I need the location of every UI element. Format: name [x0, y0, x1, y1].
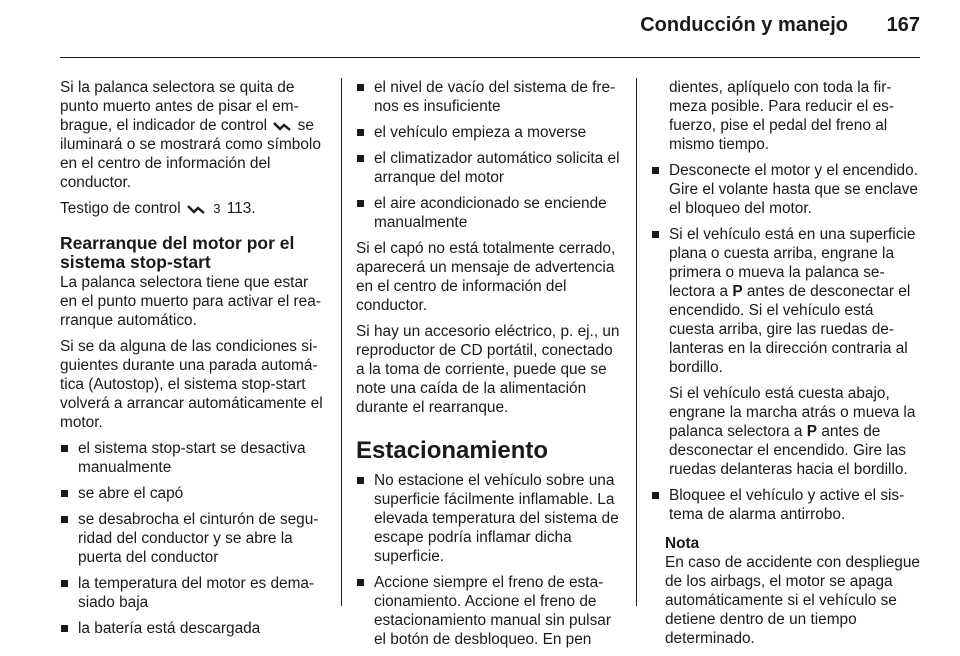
page-number: 167 [886, 14, 920, 36]
list-item: Bloquee el vehículo y active el sistema de alarma antirrobo. [651, 486, 923, 524]
list-item: Desconecte el motor y el encendido. Gire el volante hasta que se enclave el bloqueo del motor. [651, 161, 923, 218]
note-box [651, 534, 923, 648]
list-item: la temperatura del motor es demasiado baja [60, 574, 326, 612]
gear-position-label: P [806, 423, 818, 440]
list-item: el aire acondicionado se enciende manualmente [356, 194, 621, 232]
list-item: el nivel de vacío del sistema de frenos es insuficiente [356, 78, 621, 116]
header-rule [60, 57, 920, 58]
running-title: Conducción y manejo [640, 14, 848, 36]
section-heading: Estacionamiento [356, 437, 549, 464]
bullet-list [651, 161, 923, 377]
note-title: Nota [665, 535, 700, 552]
list-item: No estacione el vehículo sobre una superficie fácilmente inflamable. La elevada temperatura del sistema de escape podría inflamar dicha superficie. [356, 471, 621, 566]
column-1 [60, 78, 326, 645]
list-item: la batería está descargada [60, 619, 326, 638]
paragraph: Si la palanca selectora se quita de punto muerto antes de pisar el embrague, el indicador de control se iluminará o se mostrará como símbolo en el centro de información del conductor. [60, 79, 321, 191]
page-reference-icon: 3 [213, 201, 221, 216]
list-item: se desabrocha el cinturón de seguridad del conductor y se abre la puerta del conductor [60, 510, 326, 567]
paragraph: Testigo de control 3 113. [60, 200, 256, 217]
list-item: Si el vehículo está en una superficie plana o cuesta arriba, engrane la primera o mueva la palanca selectora a P antes de desconectar el encendido. Si el vehículo está cuesta arriba, gire las ruedas delanteras en la dirección contraria al bordillo. [651, 225, 923, 377]
section-heading: Rearranque del motor por el sistema stop-start [60, 233, 295, 272]
column-3 [651, 78, 923, 648]
autostop-indicator-icon [273, 121, 291, 131]
bullet-list [356, 78, 621, 232]
paragraph: Si el capó no está totalmente cerrado, aparecerá un mensaje de advertencia en el centro de información del conductor. [356, 240, 616, 314]
paragraph: Si se da alguna de las condiciones siguientes durante una parada automática (Autostop), el sistema stop-start volverá a arrancar automáticamente el motor. [60, 338, 323, 431]
list-item: el sistema stop-start se desactiva manualmente [60, 439, 326, 477]
autostop-indicator-icon [187, 204, 205, 214]
list-item: Accione siempre el freno de estacionamiento. Accione el freno de estacionamiento manual sin pulsar el botón de desbloqueo. En pen [356, 573, 621, 649]
column-divider [341, 78, 342, 606]
bullet-list [356, 471, 621, 649]
bullet-list [651, 486, 923, 524]
paragraph: La palanca selectora tiene que estar en el punto muerto para activar el rearranque automático. [60, 274, 321, 329]
note-text: En caso de accidente con despliegue de los airbags, el motor se apaga automáticamente si el vehículo se detiene dentro de un tiempo determinado. [665, 554, 920, 647]
list-item: el vehículo empieza a moverse [356, 123, 621, 142]
bullet-list [60, 439, 326, 638]
paragraph: Si el vehículo está cuesta abajo, engrane la marcha atrás o mueva la palanca selectora a P antes de desconectar el encendido. Gire las ruedas delanteras hacia el bordillo. [669, 385, 916, 478]
column-2 [356, 78, 621, 656]
paragraph: dientes, aplíquelo con toda la firmeza posible. Para reducir el esfuerzo, pise el pedal del freno al mismo tiempo. [669, 79, 894, 153]
column-divider [636, 78, 637, 606]
gear-position-label: P [732, 283, 743, 300]
paragraph: Si hay un accesorio eléctrico, p. ej., un reproductor de CD portátil, conectado a la toma de corriente, puede que se note una caída de la alimentación durante el rearranque. [356, 323, 620, 416]
list-item: se abre el capó [60, 484, 326, 503]
page-header [0, 0, 960, 58]
list-item: el climatizador automático solicita el arranque del motor [356, 149, 621, 187]
